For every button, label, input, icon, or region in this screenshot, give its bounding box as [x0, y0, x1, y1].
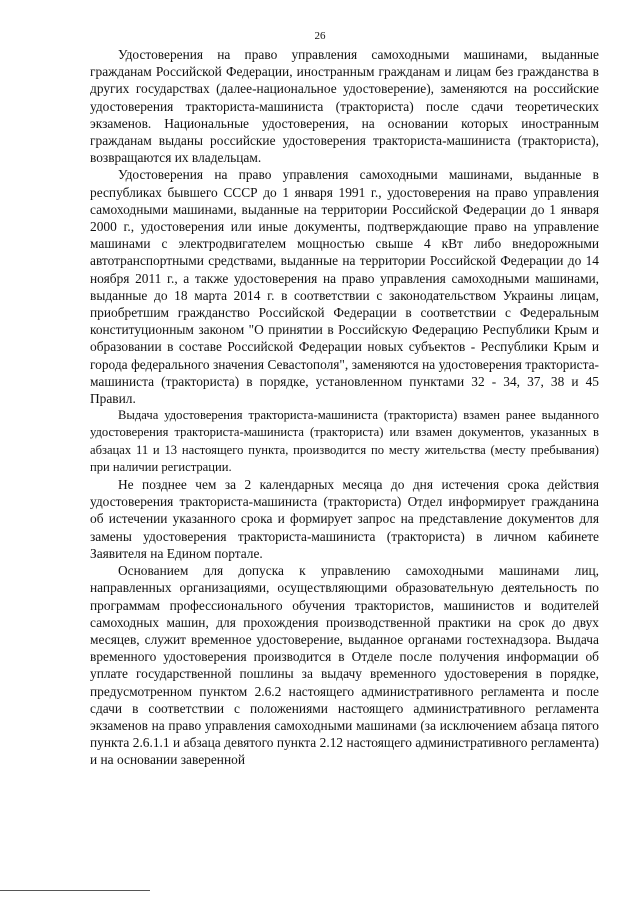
paragraph-ussr-licenses: Удостоверения на право управления самоходными машинами, выданные в республиках бывшего СССР до 1 января 1991 г., удостоверения на право управления самоходными машинами, выданные на территории Российской Федерации до 1 января 2000 г., удостоверения или иные документы, подтверждающие право на управление машинами с электродвигателем мощностью свыше 4 кВт либо внедорожными автотранспортными средствами, выданные на территории Российской Федерации до 14 ноября 2011 г., а также удостоверения на право управления самоходными машинами, выданные до 18 марта 2014 г. в соответствии с законодательством Украины лицам, приобретшим гражданство Российской Федерации в соответствии с Федеральным конституционным законом "О принятии в Российскую Федерацию Республики Крым и образовании в составе Российской Федерации новых субъектов - Республики Крым и города федерального значения Севастополя", заменяются на удостоверения тракториста-машиниста (тракториста) в порядке, установленном пунктами 32 - 34, 37, 38 и 45 Правил.: [90, 167, 599, 407]
body-text: [90, 46, 599, 769]
page-number: 26: [314, 30, 326, 42]
footnote-divider: [0, 890, 150, 891]
paragraph-temporary-license: Основанием для допуска к управлению самоходными машинами лиц, направленных организациями, осуществляющими образовательную деятельность по программам профессионального обучения трактористов, машинистов и водителей самоходных машин, для прохождения производственной практики на срок до двух месяцев, служит временное удостоверение, выданное органами гостехнадзора. Выдача временного удостоверения производится в Отделе после получения информации об уплате государственной пошлины за выдачу временного удостоверения в порядке, предусмотренном пунктом 2.6.2 настоящего административного регламента и после сдачи в соответствии с положениями настоящего административного регламента экзаменов на право управления самоходными машинами (за исключением абзаца пятого пункта 2.6.1.1 и абзаца девятого пункта 2.12 настоящего административного регламента) и на основании заверенной: [90, 563, 599, 768]
paragraph-license-issuance: Выдача удостоверения тракториста-машиниста (тракториста) взамен ранее выданного удостоверения тракториста-машиниста (тракториста) или взамен документов, указанных в абзацах 11 и 13 настоящего пункта, производится по месту жительства (месту пребывания) при наличии регистрации.: [90, 408, 599, 474]
paragraph-expiry-notice: Не позднее чем за 2 календарных месяца до дня истечения срока действия удостоверения тракториста-машиниста (тракториста) Отдел информирует гражданина об истечении указанного срока и формирует запрос на представление документов для замены удостоверения тракториста-машиниста (тракториста) в личном кабинете Заявителя на Едином портале.: [90, 477, 599, 561]
paragraph-national-licenses: Удостоверения на право управления самоходными машинами, выданные гражданам Российской Федерации, иностранным гражданам и лицам без гражданства в других государствах (далее-национальное удостоверение), заменяются на российские удостоверения тракториста-машиниста (тракториста) после сдачи теоретических экзаменов. Национальные удостоверения, на основании которых иностранным гражданам выданы российские удостоверения тракториста-машиниста (тракториста), возвращаются их владельцам.: [90, 47, 599, 166]
